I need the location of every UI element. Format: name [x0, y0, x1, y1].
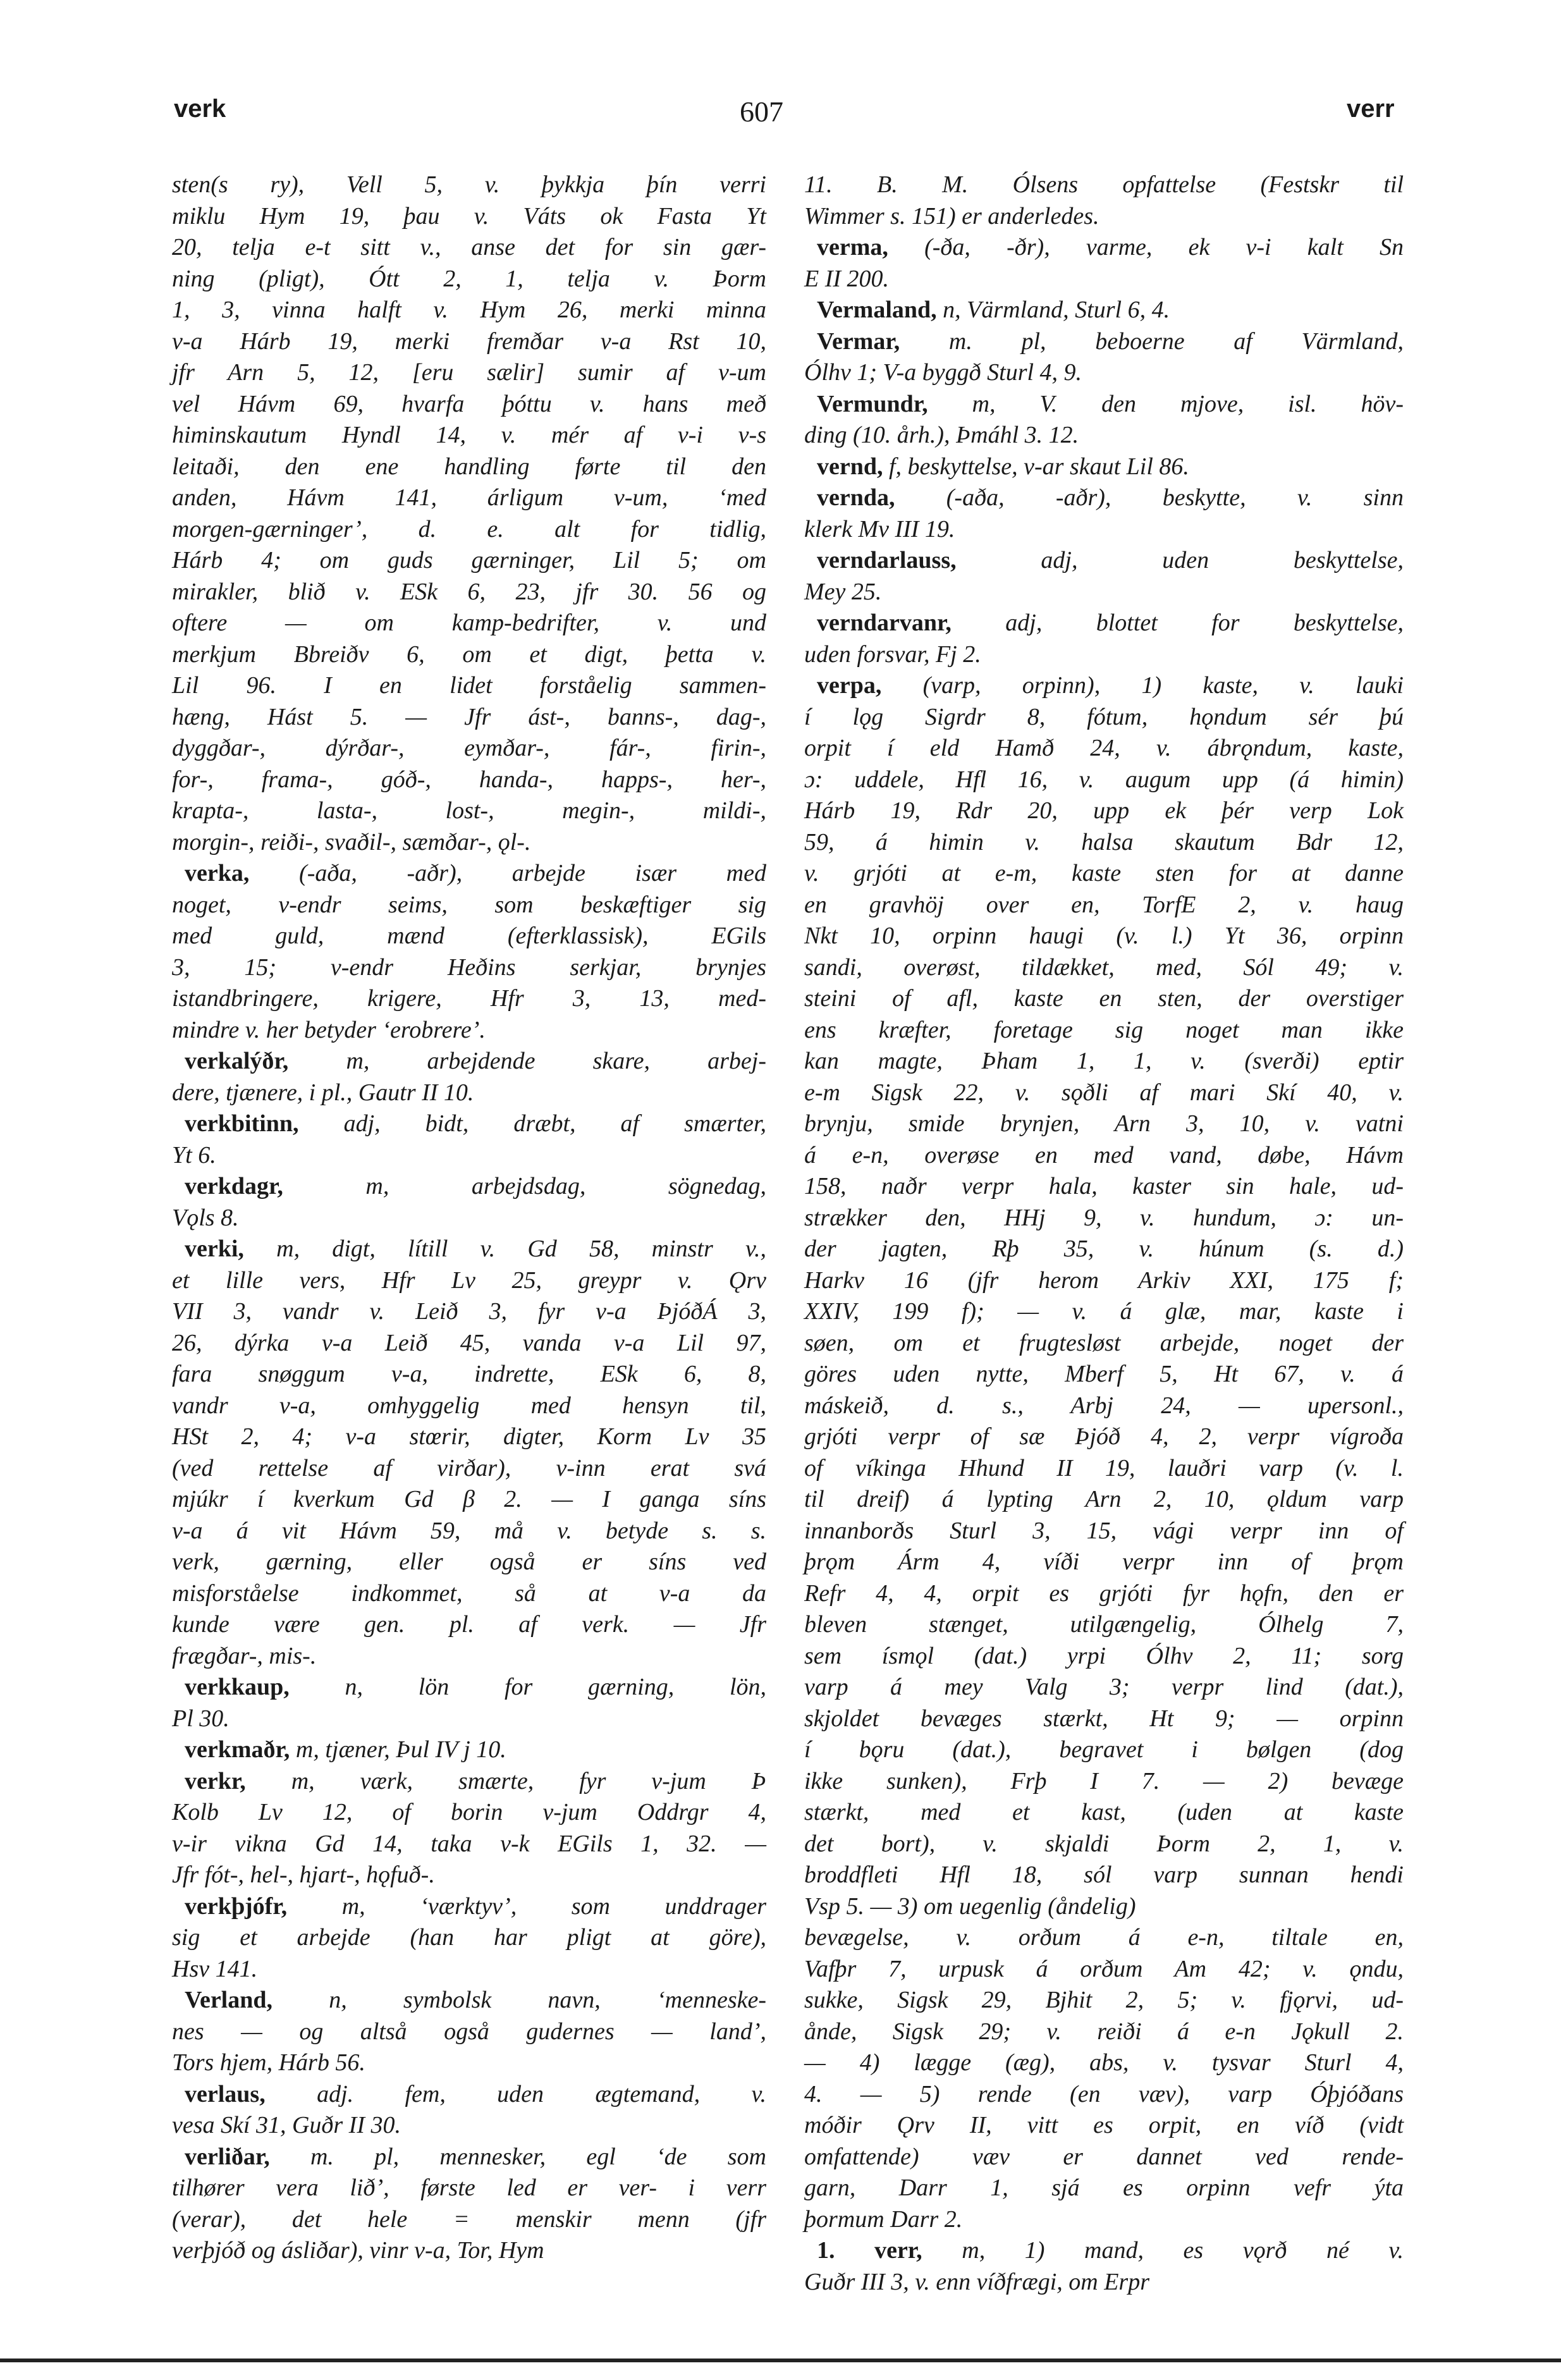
text-line	[804, 482, 1404, 514]
text-line	[804, 1985, 1404, 2016]
line-text: adj, blottet for beskyttelse,	[951, 610, 1404, 636]
text-line	[172, 1108, 766, 1140]
line-text: anden, Hávm 141, árligum v-um, ‘med	[172, 484, 766, 511]
scan-edge-divider	[0, 2359, 1561, 2362]
text-line	[172, 1046, 766, 1077]
line-text: kan magte, Þham 1, 1, v. (sverði) eptir	[804, 1048, 1404, 1074]
text-line	[172, 1922, 766, 1954]
text-line	[172, 1265, 766, 1297]
line-text: vel Hávm 69, hvarfa þóttu v. hans með	[172, 390, 766, 417]
text-line	[804, 1641, 1404, 1672]
line-text: þormum Darr 2.	[804, 2205, 963, 2233]
headword: verliðar,	[185, 2143, 270, 2170]
line-text: mjúkr í kverkum Gd β 2. — I ganga síns	[172, 1486, 766, 1512]
running-head-left: verk	[174, 95, 226, 123]
text-line	[172, 295, 766, 326]
text-line	[172, 514, 766, 546]
text-line	[804, 983, 1404, 1015]
text-line	[804, 1328, 1404, 1359]
text-line	[804, 1891, 1404, 1923]
line-text: misforståelse indkommet, så at v-a da	[172, 1580, 766, 1607]
line-text: garn, Darr 1, sjá es orpinn vefr ýta	[804, 2175, 1404, 2201]
line-text: en gravhöj over en, TorfE 2, v. haug	[804, 891, 1404, 918]
text-line	[172, 1578, 766, 1610]
line-text: (ved rettelse af virðar), v-inn erat svá	[172, 1454, 766, 1481]
line-text: brynju, smide brynjen, Arn 3, 10, v. vatni	[804, 1110, 1404, 1137]
line-text: det bort), v. skjaldi Þorm 2, 1, v.	[804, 1830, 1404, 1857]
text-line	[172, 2047, 766, 2079]
text-line	[804, 577, 1404, 608]
text-line	[804, 1265, 1404, 1297]
line-text: Kolb Lv 12, of borin v-jum Oddrgr 4,	[172, 1799, 766, 1825]
line-text: innanborðs Sturl 3, 15, vági verpr inn of	[804, 1517, 1404, 1544]
text-line	[804, 1390, 1404, 1422]
text-line	[804, 1453, 1404, 1485]
text-line	[172, 890, 766, 921]
text-line	[172, 201, 766, 233]
line-text: n, lön for gærning, lön,	[289, 1674, 766, 1700]
line-text: Hárb 19, Rdr 20, upp ek þér verp Lok	[804, 797, 1404, 824]
line-text: dere, tjænere, i pl., Gautr II 10.	[172, 1079, 474, 1106]
line-text: 158, naðr verpr hala, kaster sin hale, ud-	[804, 1173, 1404, 1199]
line-text: steini of afl, kaste en sten, der overstiger	[804, 985, 1404, 1012]
text-line	[172, 1328, 766, 1359]
text-line	[804, 357, 1404, 389]
line-text: VII 3, vandr v. Leið 3, fyr v-a ÞjóðÁ 3,	[172, 1298, 766, 1325]
line-text: 20, telja e-t sitt v., anse det for sin gær-	[172, 234, 766, 261]
headword: verka,	[185, 860, 250, 886]
line-text: Lil 96. I en lidet forståelig sammen-	[172, 672, 766, 699]
line-text: göres uden nytte, Mberf 5, Ht 67, v. á	[804, 1361, 1404, 1387]
line-text: Jfr fót-, hel-, hjart-, hǫfuð-.	[172, 1862, 435, 1888]
text-line	[172, 1516, 766, 1547]
text-line	[172, 1860, 766, 1891]
text-line	[172, 983, 766, 1015]
text-line	[804, 639, 1404, 671]
line-text: n, symbolsk navn, ‘menneske-	[272, 1987, 766, 2013]
line-text: Vsp 5. — 3) om uegenlig (åndelig)	[804, 1892, 1136, 1920]
line-text: 3, 15; v-endr Heðins serkjar, brynjes	[172, 954, 766, 981]
text-line	[804, 295, 1404, 326]
text-line	[804, 1609, 1404, 1641]
line-text: et lille vers, Hfr Lv 25, greypr v. Ǫrv	[172, 1267, 766, 1294]
text-line	[804, 1140, 1404, 1172]
right-column	[804, 169, 1404, 2298]
text-line	[172, 1703, 766, 1735]
text-line	[804, 952, 1404, 984]
text-line	[804, 1703, 1404, 1735]
text-line	[804, 1672, 1404, 1703]
line-text: ding (10. årh.), Þmáhl 3. 12.	[804, 422, 1079, 448]
line-text: Wimmer s. 151) er anderledes.	[804, 202, 1099, 230]
page-number: 607	[740, 95, 783, 128]
text-line	[804, 733, 1404, 764]
line-text: der jagten, Rþ 35, v. húnum (s. d.)	[804, 1236, 1404, 1262]
line-text: adj, bidt, dræbt, af smærter,	[298, 1110, 766, 1137]
text-line	[804, 1296, 1404, 1328]
line-text: (-ða, -ðr), varme, ek v-i kalt Sn	[888, 234, 1404, 261]
line-text: mindre v. her betyder ‘erobrere’.	[172, 1016, 486, 1043]
text-line	[172, 1015, 766, 1046]
headword: verkþjófr,	[185, 1892, 288, 1920]
headword: Vermaland,	[817, 297, 937, 323]
text-line	[804, 1797, 1404, 1829]
headword: verkkaup,	[185, 1674, 290, 1700]
text-line	[172, 2016, 766, 2048]
text-line	[172, 1484, 766, 1516]
line-text: frægðar-, mis-.	[172, 1642, 317, 1669]
text-line	[172, 2235, 766, 2267]
text-line	[804, 1077, 1404, 1109]
headword: verkalýðr,	[185, 1048, 289, 1074]
text-line	[172, 702, 766, 733]
text-line	[804, 420, 1404, 451]
line-text: Vafþr 7, urpusk á orðum Am 42; v. ǫndu,	[804, 1955, 1404, 1982]
line-text: mirakler, blið v. ESk 6, 23, jfr 30. 56 og	[172, 578, 766, 605]
text-line	[172, 264, 766, 295]
text-line	[804, 1954, 1404, 1985]
text-line	[172, 1641, 766, 1672]
text-line	[172, 952, 766, 984]
text-line	[804, 1734, 1404, 1766]
line-text: adj. fem, uden ægtemand, v.	[265, 2080, 766, 2107]
left-column	[172, 169, 766, 2267]
line-text: m, ‘værktyv’, som unddrager	[287, 1892, 766, 1920]
text-line	[172, 921, 766, 952]
line-text: n, Värmland, Sturl 6, 4.	[936, 297, 1170, 323]
running-head-right: verr	[1347, 95, 1395, 123]
text-line	[172, 1421, 766, 1453]
text-line	[172, 639, 766, 671]
headword: vernda,	[817, 484, 895, 511]
line-text: nes — og altså også gudernes — land’,	[172, 2018, 766, 2045]
headword: Vermundr,	[817, 390, 928, 417]
text-line	[804, 1015, 1404, 1046]
line-text: for-, frama-, góð-, handa-, happs-, her-,	[172, 766, 766, 793]
line-text: m, tjæner, Þul IV j 10.	[290, 1736, 506, 1763]
line-text: m. pl, beboerne af Värmland,	[900, 328, 1404, 355]
line-text: m, V. den mjove, isl. höv-	[927, 390, 1404, 417]
line-text: ɔ: uddele, Hfl 16, v. augum upp (á himin)	[804, 766, 1404, 793]
line-text: Hsv 141.	[172, 1955, 258, 1982]
line-text: ikke sunken), Frþ I 7. — 2) bevæge	[804, 1767, 1404, 1794]
text-line	[172, 1891, 766, 1923]
text-line	[172, 1829, 766, 1860]
line-text: 4. — 5) rende (en væv), varp Óþjóðans	[804, 2080, 1404, 2107]
line-text: E II 200.	[804, 265, 890, 292]
line-text: ånde, Sigsk 29; v. reiði á e-n Jǫkull 2.	[804, 2018, 1404, 2045]
text-line	[804, 670, 1404, 702]
line-text: m. pl, mennesker, egl ‘de som	[269, 2143, 766, 2170]
text-line	[172, 733, 766, 764]
text-line	[172, 2079, 766, 2111]
headword: Vermar,	[817, 328, 900, 355]
line-text: v-a Hárb 19, merki fremðar v-a Rst 10,	[172, 328, 766, 355]
line-text: stærkt, med et kast, (uden at kaste	[804, 1799, 1404, 1825]
line-text: merkjum Bbreiðv 6, om et digt, þetta v.	[172, 641, 766, 668]
text-line	[172, 670, 766, 702]
line-text: þrǫm Árm 4, víði verpr inn of þrǫm	[804, 1549, 1404, 1575]
line-text: Yt 6.	[172, 1141, 216, 1169]
text-line	[172, 1234, 766, 1265]
line-text: klerk Mv III 19.	[804, 515, 955, 543]
text-line	[172, 1985, 766, 2016]
line-text: grjóti verpr of sæ Þjóð 4, 2, verpr vígroða	[804, 1423, 1404, 1450]
line-text: dyggðar-, dýrðar-, eymðar-, fár-, firin-,	[172, 735, 766, 761]
text-line	[172, 169, 766, 201]
headword: verlaus,	[185, 2080, 266, 2107]
text-line	[804, 608, 1404, 639]
text-line	[172, 858, 766, 890]
line-text: ning (pligt), Ótt 2, 1, telja v. Þorm	[172, 265, 766, 292]
line-text: í bǫru (dat.), begravet i bølgen (dog	[804, 1736, 1404, 1763]
text-line	[172, 482, 766, 514]
line-text: 26, dýrka v-a Leið 45, vanda v-a Lil 97,	[172, 1329, 766, 1356]
text-line	[804, 795, 1404, 827]
text-line	[172, 1171, 766, 1203]
line-text: Tors hjem, Hárb 56.	[172, 2049, 365, 2076]
line-text: noget, v-endr seims, som beskæftiger sig	[172, 891, 766, 918]
line-text: istandbringere, krigere, Hfr 3, 13, med-	[172, 985, 766, 1012]
line-text: verk, gærning, eller også er síns ved	[172, 1549, 766, 1575]
line-text: jfr Arn 5, 12, [eru sælir] sumir af v-um	[172, 359, 766, 386]
headword: verndarvanr,	[817, 610, 952, 636]
line-text: (-aða, -aðr), arbejde især med	[249, 860, 766, 886]
line-text: 11. B. M. Ólsens opfattelse (Festskr til	[804, 171, 1404, 198]
text-line	[172, 795, 766, 827]
line-text: Hárb 4; om guds gærninger, Lil 5; om	[172, 547, 766, 574]
line-text: e-m Sigsk 22, v. sǫðli af mari Skí 40, v.	[804, 1079, 1404, 1106]
text-line	[804, 1578, 1404, 1610]
text-line	[804, 326, 1404, 358]
text-line	[172, 827, 766, 859]
text-line	[804, 1171, 1404, 1203]
headword: vernd,	[817, 453, 883, 480]
line-text: strækker den, HHj 9, v. hundum, ɔ: un-	[804, 1204, 1404, 1231]
text-line	[804, 264, 1404, 295]
text-line	[804, 2173, 1404, 2204]
text-line	[172, 577, 766, 608]
line-text: søen, om et frugtesløst arbejde, noget der	[804, 1329, 1404, 1356]
line-text: (varp, orpinn), 1) kaste, v. lauki	[881, 672, 1404, 699]
line-text: vandr v-a, omhyggelig med hensyn til,	[172, 1392, 766, 1419]
line-text: oftere — om kamp-bedrifter, v. und	[172, 610, 766, 636]
text-line	[804, 2142, 1404, 2173]
line-text: m, arbejdsdag, sögnedag,	[283, 1173, 766, 1199]
line-text: v. grjóti at e-m, kaste sten for at danne	[804, 860, 1404, 886]
line-text: (verar), det hele = menskir menn (jfr	[172, 2205, 766, 2233]
line-text: 1, 3, vinna halft v. Hym 26, merki minna	[172, 297, 766, 323]
text-line	[172, 1954, 766, 1985]
line-text: Mey 25.	[804, 578, 882, 605]
text-line	[804, 2267, 1404, 2298]
text-line	[804, 232, 1404, 264]
headword: verkdagr,	[185, 1173, 283, 1199]
text-line	[172, 1140, 766, 1172]
line-text: skjoldet bevæges stærkt, Ht 9; — orpinn	[804, 1705, 1404, 1732]
text-line	[172, 1203, 766, 1234]
text-line	[172, 1453, 766, 1485]
text-line	[172, 1609, 766, 1641]
line-text: omfattende) væv er dannet ved rende-	[804, 2143, 1404, 2170]
text-line	[172, 1077, 766, 1109]
text-line	[804, 545, 1404, 577]
line-text: 59, á himin v. halsa skautum Bdr 12,	[804, 828, 1404, 856]
text-line	[804, 1829, 1404, 1860]
line-text: v-ir vikna Gd 14, taka v-k EGils 1, 32. —	[172, 1830, 766, 1857]
line-text: himinskautum Hyndl 14, v. mér af v-i v-s	[172, 422, 766, 448]
text-line	[172, 545, 766, 577]
text-line	[804, 169, 1404, 201]
line-text: Nkt 10, orpinn haugi (v. l.) Yt 36, orpinn	[804, 923, 1404, 949]
line-text: uden forsvar, Fj 2.	[804, 641, 981, 668]
text-line	[172, 2204, 766, 2236]
text-line	[172, 1672, 766, 1703]
text-line	[804, 827, 1404, 859]
line-text: hæng, Hást 5. — Jfr ást-, banns-, dag-,	[172, 703, 766, 730]
text-line	[804, 1516, 1404, 1547]
line-text: sandi, overøst, tildækket, med, Sól 49; v.	[804, 954, 1404, 981]
text-line	[172, 2110, 766, 2142]
text-line	[172, 1734, 766, 1766]
text-line	[172, 1359, 766, 1390]
line-text: í lǫg Sigrdr 8, fótum, hǫndum sér þú	[804, 703, 1404, 730]
text-line	[172, 608, 766, 639]
line-text: XXIV, 199 f); — v. á glæ, mar, kaste i	[804, 1298, 1404, 1325]
text-line	[804, 389, 1404, 420]
line-text: Harkv 16 (jfr herom Arkiv XXI, 175 f;	[804, 1267, 1404, 1294]
line-text: Pl 30.	[172, 1705, 230, 1732]
text-line	[804, 1547, 1404, 1578]
line-text: morgen-gærninger’, d. e. alt for tidlig,	[172, 515, 766, 543]
text-line	[804, 2235, 1404, 2267]
text-line	[804, 201, 1404, 233]
line-text: f, beskyttelse, v-ar skaut Lil 86.	[883, 453, 1189, 480]
text-line	[172, 1390, 766, 1422]
text-line	[172, 1547, 766, 1578]
text-line	[804, 1234, 1404, 1265]
text-line	[804, 2110, 1404, 2142]
text-line	[172, 389, 766, 420]
text-line	[804, 2047, 1404, 2079]
line-text: sten(s ry), Vell 5, v. þykkja þín verri	[172, 171, 766, 198]
text-line	[804, 764, 1404, 796]
text-line	[804, 514, 1404, 546]
text-line	[172, 764, 766, 796]
line-text: tilhører vera lið’, første led er ver- i verr	[172, 2175, 766, 2201]
headword: 1. verr,	[817, 2237, 922, 2264]
headword: Verland,	[185, 1987, 273, 2013]
line-text: of víkinga Hhund II 19, lauðri varp (v. l.	[804, 1454, 1404, 1481]
text-line	[804, 1860, 1404, 1891]
line-text: til dreif) á lypting Arn 2, 10, ǫldum varp	[804, 1486, 1404, 1512]
line-text: móðir Ǫrv II, vitt es orpit, en víð (vidt	[804, 2112, 1404, 2138]
headword: verkbitinn,	[185, 1110, 299, 1137]
text-line	[804, 1108, 1404, 1140]
text-line	[804, 2204, 1404, 2236]
text-line	[804, 890, 1404, 921]
line-text: — 4) lægge (æg), abs, v. tysvar Sturl 4,	[804, 2049, 1404, 2076]
line-text: sig et arbejde (han har pligt at göre),	[172, 1924, 766, 1951]
line-text: bevægelse, v. orðum á e-n, tiltale en,	[804, 1924, 1404, 1951]
line-text: morgin-, reiði-, svaðil-, sæmðar-, ǫl-.	[172, 828, 531, 856]
text-line	[172, 2173, 766, 2204]
line-text: sem ísmǫl (dat.) yrpi Ólhv 2, 11; sorg	[804, 1642, 1404, 1669]
line-text: m, digt, lítill v. Gd 58, minstr v.,	[243, 1236, 766, 1262]
line-text: krapta-, lasta-, lost-, megin-, mildi-,	[172, 797, 766, 824]
line-text: Ólhv 1; V-a byggð Sturl 4, 9.	[804, 359, 1082, 386]
line-text: m, 1) mand, es vǫrð né v.	[922, 2237, 1404, 2264]
line-text: med guld, mænd (efterklassisk), EGils	[172, 923, 766, 949]
text-line	[172, 2142, 766, 2173]
text-line	[804, 1484, 1404, 1516]
text-line	[804, 1766, 1404, 1798]
text-line	[172, 451, 766, 483]
line-text: vesa Skí 31, Guðr II 30.	[172, 2112, 401, 2138]
line-text: Vǫls 8.	[172, 1204, 239, 1231]
headword: verndarlauss,	[817, 547, 957, 574]
line-text: bleven stænget, utilgængelig, Ólhelg 7,	[804, 1611, 1404, 1638]
headword: verkmaðr,	[185, 1736, 290, 1763]
line-text: varp á mey Valg 3; verpr lind (dat.),	[804, 1674, 1404, 1700]
text-line	[804, 1922, 1404, 1954]
headword: verki,	[185, 1236, 244, 1262]
line-text: Guðr III 3, v. enn víðfrægi, om Erpr	[804, 2268, 1150, 2295]
text-line	[804, 1359, 1404, 1390]
headword: verkr,	[185, 1767, 246, 1794]
text-line	[172, 357, 766, 389]
line-text: HSt 2, 4; v-a stœrir, digter, Korm Lv 35	[172, 1423, 766, 1450]
text-line	[804, 702, 1404, 733]
line-text: leitaði, den ene handling førte til den	[172, 453, 766, 480]
text-line	[804, 858, 1404, 890]
line-text: (-aða, -aðr), beskytte, v. sinn	[895, 484, 1404, 511]
text-line	[804, 2016, 1404, 2048]
line-text: fara snøggum v-a, indrette, ESk 6, 8,	[172, 1361, 766, 1387]
line-text: máskeið, d. s., Arbj 24, — upersonl.,	[804, 1392, 1404, 1419]
line-text: orpit í eld Hamð 24, v. ábrǫndum, kaste,	[804, 735, 1404, 761]
line-text: verþjóð og ásliðar), vinr v-a, Tor, Hym	[172, 2237, 544, 2264]
line-text: v-a á vit Hávm 59, må v. betyde s. s.	[172, 1517, 766, 1544]
line-text: broddfleti Hfl 18, sól varp sunnan hendi	[804, 1862, 1404, 1888]
line-text: m, arbejdende skare, arbej-	[288, 1048, 766, 1074]
text-line	[804, 2079, 1404, 2111]
line-text: á e-n, overøse en med vand, døbe, Hávm	[804, 1141, 1404, 1169]
text-line	[172, 1797, 766, 1829]
line-text: sukke, Sigsk 29, Bjhit 2, 5; v. fjǫrvi, ud-	[804, 1987, 1404, 2013]
text-line	[804, 1421, 1404, 1453]
text-line	[804, 921, 1404, 952]
line-text: m, værk, smærte, fyr v-jum Þ	[245, 1767, 766, 1794]
text-line	[804, 1046, 1404, 1077]
headword: verma,	[817, 234, 888, 261]
text-line	[172, 232, 766, 264]
text-line	[172, 420, 766, 451]
line-text: ens kræfter, foretage sig noget man ikke	[804, 1016, 1404, 1043]
line-text: kunde være gen. pl. af verk. — Jfr	[172, 1611, 766, 1638]
text-line	[172, 1766, 766, 1798]
line-text: adj, uden beskyttelse,	[956, 547, 1404, 574]
text-line	[804, 1203, 1404, 1234]
text-line	[172, 326, 766, 358]
line-text: Refr 4, 4, orpit es grjóti fyr hǫfn, den er	[804, 1580, 1404, 1607]
headword: verpa,	[817, 672, 882, 699]
text-line	[172, 1296, 766, 1328]
line-text: miklu Hym 19, þau v. Váts ok Fasta Yt	[172, 202, 766, 230]
text-line	[804, 451, 1404, 483]
